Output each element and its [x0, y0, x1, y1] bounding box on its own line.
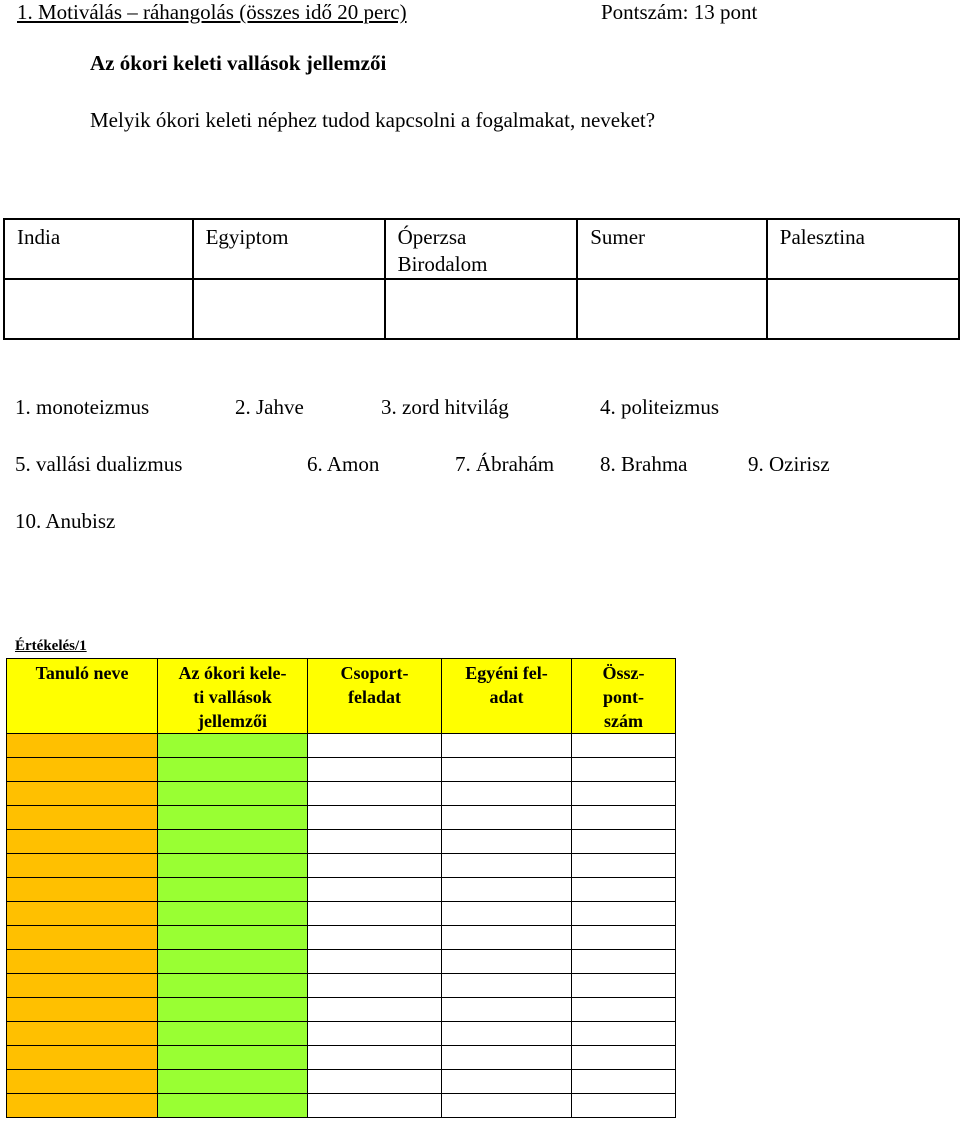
- table-row: [7, 854, 676, 878]
- table-row: [7, 902, 676, 926]
- individual-task-cell[interactable]: [442, 902, 572, 926]
- topic-score-cell[interactable]: [158, 998, 308, 1022]
- total-score-cell[interactable]: [572, 1046, 676, 1070]
- evaluation-header-row: [7, 659, 676, 734]
- total-score-cell[interactable]: [572, 1094, 676, 1118]
- student-name-cell[interactable]: [7, 998, 158, 1022]
- individual-task-cell[interactable]: [442, 854, 572, 878]
- individual-task-cell[interactable]: [442, 878, 572, 902]
- term-item: 2. Jahve: [235, 395, 304, 419]
- individual-task-cell[interactable]: [442, 1022, 572, 1046]
- term-item: 9. Ozirisz: [748, 452, 830, 476]
- total-score-cell[interactable]: [572, 1070, 676, 1094]
- people-sumer: Sumer: [577, 219, 767, 279]
- evaluation-table: [6, 658, 676, 1118]
- term-item: 6. Amon: [307, 452, 380, 476]
- individual-task-cell[interactable]: [442, 734, 572, 758]
- header-topic: Az ókori kele- ti vallások jellemzői: [158, 659, 308, 734]
- table-row: [7, 734, 676, 758]
- table-row: [7, 974, 676, 998]
- topic-score-cell[interactable]: [158, 926, 308, 950]
- individual-task-cell[interactable]: [442, 830, 572, 854]
- total-score-cell[interactable]: [572, 878, 676, 902]
- student-name-cell[interactable]: [7, 782, 158, 806]
- total-score-cell[interactable]: [572, 926, 676, 950]
- total-score-cell[interactable]: [572, 998, 676, 1022]
- answer-cell-egypt[interactable]: [193, 279, 385, 339]
- student-name-cell[interactable]: [7, 806, 158, 830]
- header-student-name: Tanuló neve: [7, 659, 158, 734]
- people-palestine: Palesztina: [767, 219, 959, 279]
- term-item: 7. Ábrahám: [455, 452, 555, 476]
- individual-task-cell[interactable]: [442, 1046, 572, 1070]
- table-row: [7, 1022, 676, 1046]
- student-name-cell[interactable]: [7, 758, 158, 782]
- table-row: [7, 806, 676, 830]
- term-item: 4. politeizmus: [600, 395, 719, 419]
- topic-score-cell[interactable]: [158, 1046, 308, 1070]
- header-total-score: Össz- pont- szám: [572, 659, 676, 734]
- people-india: India: [4, 219, 193, 279]
- header-group-task: Csoport- feladat: [308, 659, 442, 734]
- topic-title: Az ókori keleti vallások jellemzői: [90, 51, 387, 75]
- student-name-cell[interactable]: [7, 1046, 158, 1070]
- table-row: [7, 830, 676, 854]
- student-name-cell[interactable]: [7, 1094, 158, 1118]
- student-name-cell[interactable]: [7, 878, 158, 902]
- group-task-cell[interactable]: [308, 782, 442, 806]
- term-item: 5. vallási dualizmus: [15, 452, 183, 476]
- topic-score-cell[interactable]: [158, 878, 308, 902]
- answer-cell-sumer[interactable]: [577, 279, 767, 339]
- topic-score-cell[interactable]: [158, 854, 308, 878]
- total-score-cell[interactable]: [572, 950, 676, 974]
- total-score-cell[interactable]: [572, 854, 676, 878]
- topic-score-cell[interactable]: [158, 734, 308, 758]
- topic-score-cell[interactable]: [158, 806, 308, 830]
- student-name-cell[interactable]: [7, 854, 158, 878]
- student-name-cell[interactable]: [7, 1022, 158, 1046]
- topic-score-cell[interactable]: [158, 782, 308, 806]
- activity-heading: 1. Motiválás – ráhangolás (összes idő 20 perc): [17, 0, 407, 24]
- individual-task-cell[interactable]: [442, 998, 572, 1022]
- total-score-cell[interactable]: [572, 974, 676, 998]
- answer-cell-palestine[interactable]: [767, 279, 959, 339]
- group-task-cell[interactable]: [308, 902, 442, 926]
- peoples-header-row: [4, 219, 959, 279]
- table-row: [7, 758, 676, 782]
- term-item: 8. Brahma: [600, 452, 688, 476]
- table-row: [7, 1094, 676, 1118]
- total-score-cell[interactable]: [572, 758, 676, 782]
- topic-score-cell[interactable]: [158, 830, 308, 854]
- student-name-cell[interactable]: [7, 926, 158, 950]
- topic-score-cell[interactable]: [158, 758, 308, 782]
- student-name-cell[interactable]: [7, 734, 158, 758]
- group-task-cell[interactable]: [308, 758, 442, 782]
- header-individual-task: Egyéni fel- adat: [442, 659, 572, 734]
- total-score-cell[interactable]: [572, 902, 676, 926]
- table-row: [7, 878, 676, 902]
- people-egypt: Egyiptom: [193, 219, 385, 279]
- group-task-cell[interactable]: [308, 1094, 442, 1118]
- term-item: 10. Anubisz: [15, 509, 116, 533]
- individual-task-cell[interactable]: [442, 974, 572, 998]
- group-task-cell[interactable]: [308, 974, 442, 998]
- term-item: 3. zord hitvilág: [381, 395, 509, 419]
- table-row: [7, 926, 676, 950]
- individual-task-cell[interactable]: [442, 806, 572, 830]
- peoples-table: [3, 218, 960, 340]
- answer-cell-persia[interactable]: [385, 279, 578, 339]
- task-question: Melyik ókori keleti néphez tudod kapcsolni a fogalmakat, neveket?: [90, 108, 656, 132]
- peoples-answer-row: [4, 279, 959, 339]
- individual-task-cell[interactable]: [442, 782, 572, 806]
- group-task-cell[interactable]: [308, 998, 442, 1022]
- individual-task-cell[interactable]: [442, 950, 572, 974]
- group-task-cell[interactable]: [308, 806, 442, 830]
- term-item: 1. monoteizmus: [15, 395, 150, 419]
- total-score-cell[interactable]: [572, 782, 676, 806]
- table-row: [7, 1070, 676, 1094]
- total-score-cell[interactable]: [572, 830, 676, 854]
- group-task-cell[interactable]: [308, 878, 442, 902]
- score-label: Pontszám: 13 pont: [601, 0, 758, 24]
- topic-score-cell[interactable]: [158, 902, 308, 926]
- student-name-cell[interactable]: [7, 902, 158, 926]
- student-name-cell[interactable]: [7, 1070, 158, 1094]
- group-task-cell[interactable]: [308, 1046, 442, 1070]
- group-task-cell[interactable]: [308, 830, 442, 854]
- individual-task-cell[interactable]: [442, 1070, 572, 1094]
- table-row: [7, 782, 676, 806]
- topic-score-cell[interactable]: [158, 974, 308, 998]
- topic-score-cell[interactable]: [158, 1070, 308, 1094]
- group-task-cell[interactable]: [308, 1022, 442, 1046]
- evaluation-label: Értékelés/1: [15, 638, 87, 654]
- individual-task-cell[interactable]: [442, 1094, 572, 1118]
- individual-task-cell[interactable]: [442, 926, 572, 950]
- total-score-cell[interactable]: [572, 1022, 676, 1046]
- table-row: [7, 1046, 676, 1070]
- student-name-cell[interactable]: [7, 974, 158, 998]
- topic-score-cell[interactable]: [158, 1022, 308, 1046]
- group-task-cell[interactable]: [308, 1070, 442, 1094]
- topic-score-cell[interactable]: [158, 1094, 308, 1118]
- group-task-cell[interactable]: [308, 926, 442, 950]
- group-task-cell[interactable]: [308, 734, 442, 758]
- group-task-cell[interactable]: [308, 950, 442, 974]
- individual-task-cell[interactable]: [442, 758, 572, 782]
- student-name-cell[interactable]: [7, 830, 158, 854]
- student-name-cell[interactable]: [7, 950, 158, 974]
- group-task-cell[interactable]: [308, 854, 442, 878]
- total-score-cell[interactable]: [572, 734, 676, 758]
- total-score-cell[interactable]: [572, 806, 676, 830]
- table-row: [7, 998, 676, 1022]
- people-persia: Óperzsa Birodalom: [385, 219, 578, 279]
- topic-score-cell[interactable]: [158, 950, 308, 974]
- table-row: [7, 950, 676, 974]
- answer-cell-india[interactable]: [4, 279, 193, 339]
